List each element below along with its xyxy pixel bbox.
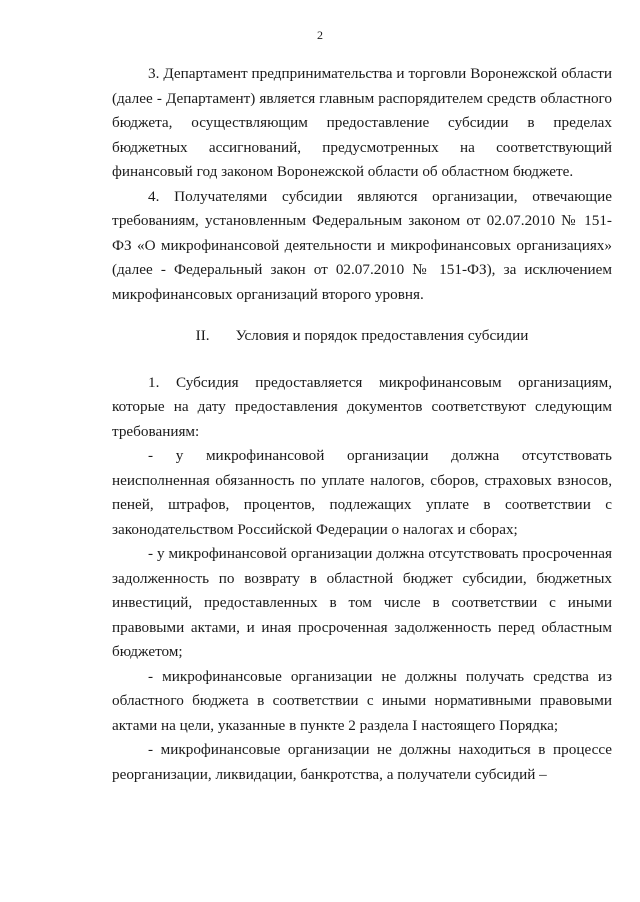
- paragraph-4: 4. Получателями субсидии являются организации, отвечающие требованиям, установленным Федеральным законом от 02.07.2010 № 151-ФЗ «О микрофинансовой деятельности и микрофинансовых организациях» (далее - Федеральный закон от 02.07.2010 № 151-ФЗ), за исключением микрофинансовых организаций второго уровня.: [112, 187, 612, 303]
- requirement-no-other-funds: - микрофинансовые организации не должны получать средства из областного бюджета в соответствии с иными нормативными правовыми актами на цели, указанные в пункте 2 раздела I настоящего Порядка;: [112, 667, 612, 734]
- document-body: [112, 62, 612, 787]
- section-heading: [112, 324, 612, 349]
- section-title: Условия и порядок предоставления субсидии: [235, 327, 529, 344]
- paragraph-3: 3. Департамент предпринимательства и торговли Воронежской области (далее - Департамент) является главным распорядителем средств областного бюджета, осуществляющим предоставление субсидии в пределах бюджетных ассигнований, предусмотренных на соответствующий финансовый год законом Воронежской области об областном бюджете.: [112, 65, 612, 180]
- page-number: 2: [317, 28, 323, 42]
- requirement-no-reorganization: - микрофинансовые организации не должны находиться в процессе реорганизации, ликвидации, банкротства, а получатели субсидий –: [112, 741, 612, 783]
- requirement-taxes: - у микрофинансовой организации должна отсутствовать неисполненная обязанность по уплате налогов, сборов, страховых взносов, пеней, штрафов, процентов, подлежащих уплате в соответствии с законодательством Российской Федерации о налогах и сборах;: [112, 447, 612, 538]
- requirement-budget-debt: - у микрофинансовой организации должна отсутствовать просроченная задолженность по возврату в областной бюджет субсидии, бюджетных инвестиций, предоставленных в том числе в соответствии с иными правовыми актами, и иная просроченная задолженность перед областным бюджетом;: [112, 545, 612, 660]
- section-paragraph-1: 1. Субсидия предоставляется микрофинансовым организациям, которые на дату предоставления документов соответствуют следующим требованиям:: [112, 373, 612, 440]
- section-number: II.: [195, 327, 210, 344]
